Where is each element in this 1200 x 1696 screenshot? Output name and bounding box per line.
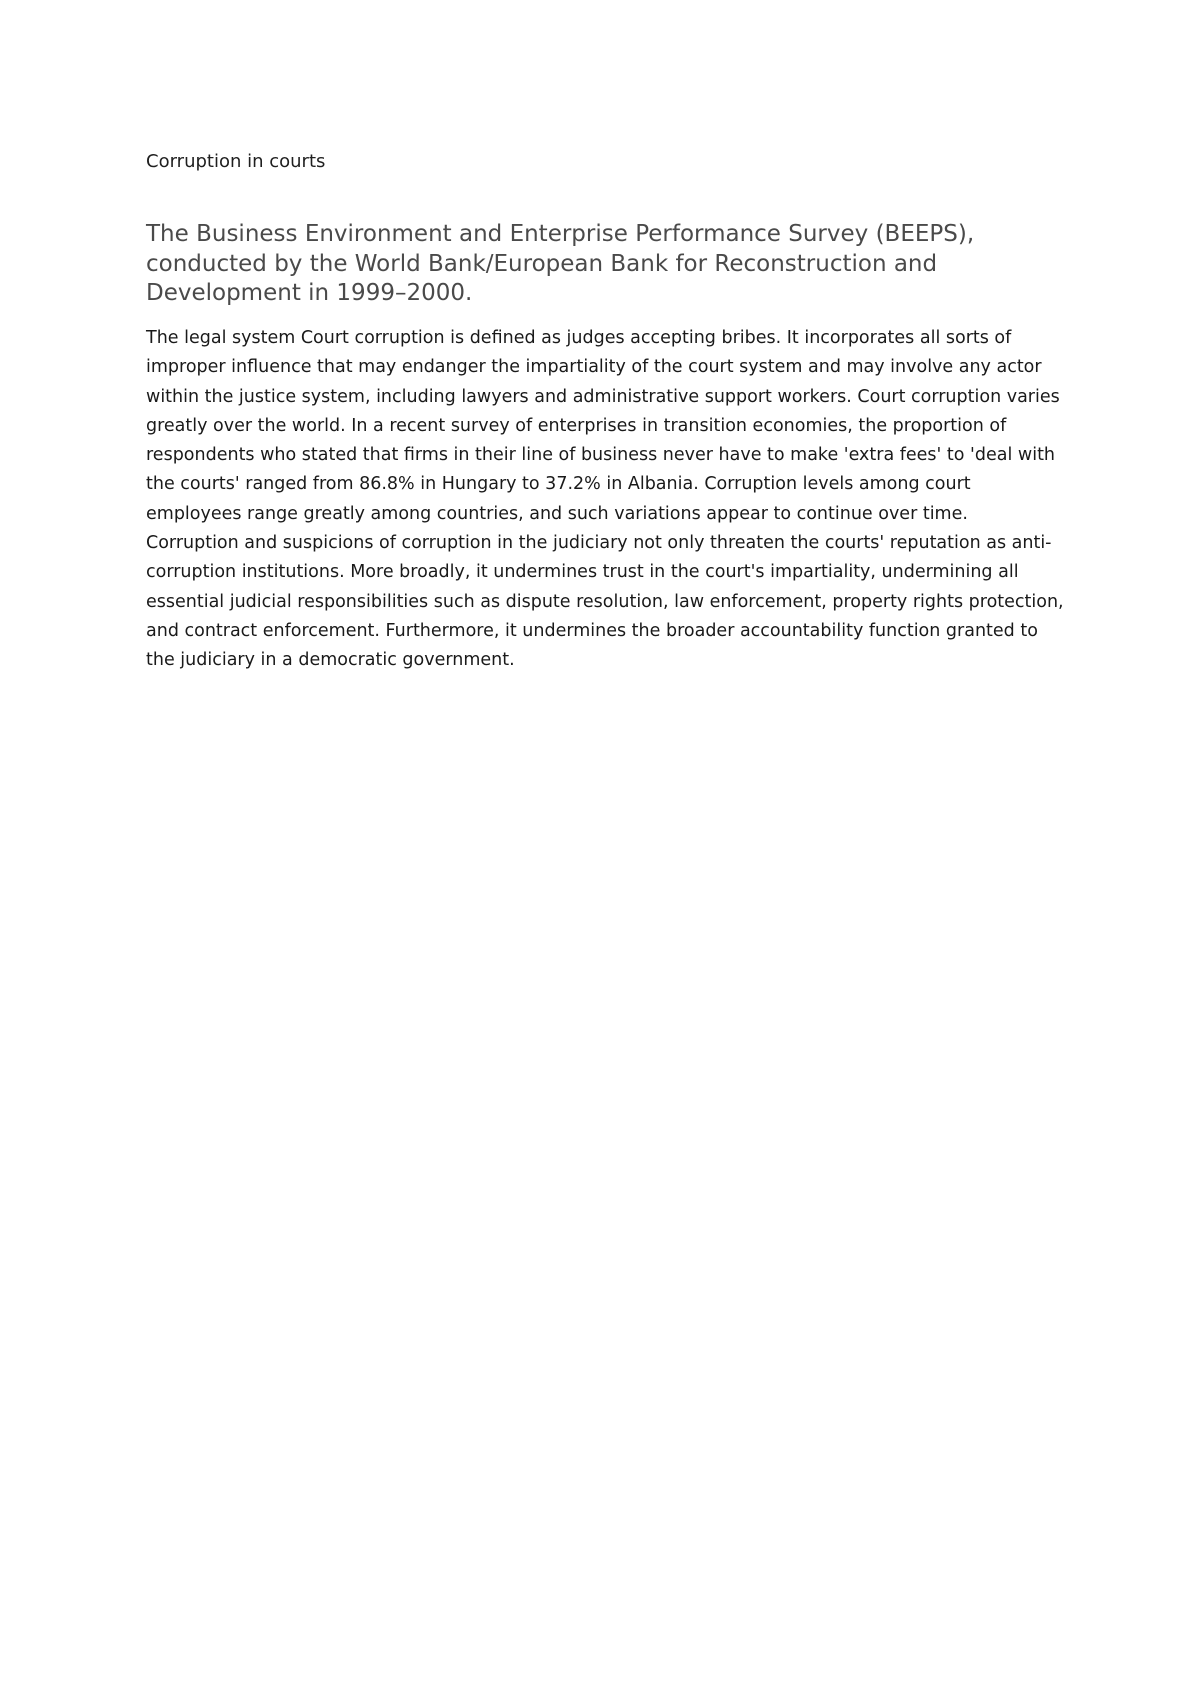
- document-body-paragraph: The legal system Court corruption is defined as judges accepting bribes. It incorporates all sorts of improper influence that may endanger the impartiality of the court system and may involve any actor within the justice system, including lawyers and administrative support workers. Court corruption varies greatly over the world. In a recent survey of enterprises in transition economies, the proportion of respondents who stated that firms in their line of business never have to make 'extra fees' to 'deal with the courts' ranged from 86.8% in Hungary to 37.2% in Albania. Corruption levels among court employees range greatly among countries, and such variations appear to continue over time. Corruption and suspicions of corruption in the judiciary not only threaten the courts' reputation as anti-corruption institutions. More broadly, it undermines trust in the court's impartiality, undermining all essential judicial responsibilities such as dispute resolution, law enforcement, property rights protection, and contract enforcement. Furthermore, it undermines the broader accountability function granted to the judiciary in a democratic government.: [146, 328, 1064, 671]
- document-heading: The Business Environment and Enterprise Performance Survey (BEEPS), conducted by the World Bank/European Bank for Reconstruction and Development in 1999–2000.: [146, 221, 975, 306]
- document-title: Corruption in courts: [146, 151, 326, 172]
